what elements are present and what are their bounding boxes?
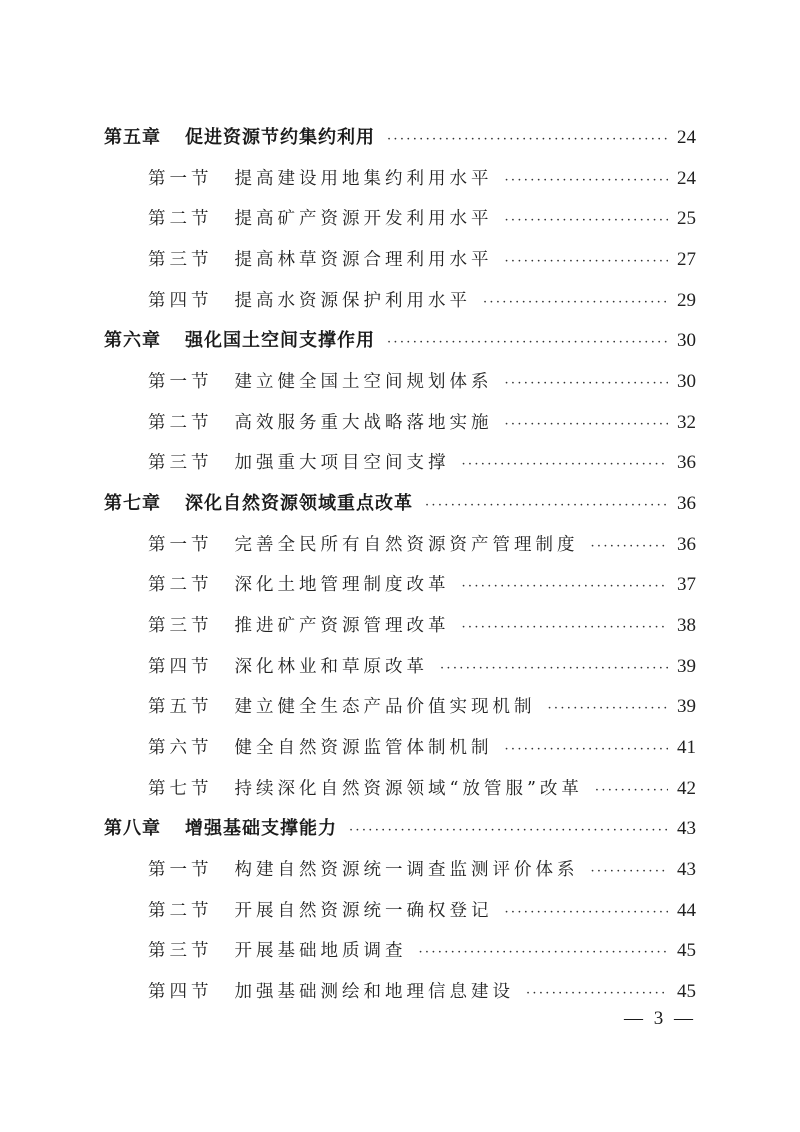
toc-section[interactable] <box>148 728 696 768</box>
chapter-number: 第七章 <box>104 493 161 514</box>
toc-section[interactable] <box>148 647 696 687</box>
toc-section[interactable] <box>148 687 696 727</box>
toc-section[interactable] <box>148 240 696 280</box>
page-number: 37 <box>677 574 696 595</box>
dot-leader <box>505 364 669 404</box>
page-number: 32 <box>677 412 696 433</box>
section-title: 建立健全生态产品价值实现机制 <box>234 697 536 717</box>
dot-leader <box>595 771 668 811</box>
section-number: 第二节 <box>148 901 213 921</box>
dot-leader <box>425 486 668 526</box>
section-number: 第六节 <box>148 738 213 758</box>
toc-section[interactable] <box>148 403 696 443</box>
toc-section[interactable] <box>148 972 696 1012</box>
page-number: 44 <box>677 900 696 921</box>
page-number: 42 <box>677 778 696 799</box>
section-title: 加强重大项目空间支撑 <box>234 453 450 473</box>
section-title: 建立健全国土空间规划体系 <box>234 372 493 392</box>
section-number: 第三节 <box>148 250 213 270</box>
dot-leader <box>505 201 669 241</box>
section-number: 第二节 <box>148 413 213 433</box>
page-number: 43 <box>677 818 696 839</box>
toc-chapter-7[interactable] <box>104 484 696 524</box>
section-title: 提高矿产资源开发利用水平 <box>234 209 493 229</box>
toc-chapter-6[interactable] <box>104 321 696 361</box>
section-number: 第五节 <box>148 697 213 717</box>
chapter-title: 深化自然资源领域重点改革 <box>185 493 413 514</box>
dot-leader <box>462 567 669 607</box>
section-title: 推进矿产资源管理改革 <box>234 616 450 636</box>
section-number: 第三节 <box>148 941 213 961</box>
section-title: 加强基础测绘和地理信息建设 <box>234 982 514 1002</box>
section-number: 第三节 <box>148 616 213 636</box>
toc-chapter-5[interactable] <box>104 118 696 158</box>
toc-section[interactable] <box>148 769 696 809</box>
section-title: 健全自然资源监管体制机制 <box>234 738 493 758</box>
toc-section[interactable] <box>148 199 696 239</box>
page-footer-number: — 3 — <box>624 1008 696 1029</box>
chapter-number: 第六章 <box>104 330 161 351</box>
page-number: 43 <box>677 859 696 880</box>
page-number: 27 <box>677 249 696 270</box>
page-number: 36 <box>677 493 696 514</box>
toc-section[interactable] <box>148 565 696 605</box>
page-number: 41 <box>677 737 696 758</box>
section-title: 高效服务重大战略落地实施 <box>234 413 493 433</box>
page-number: 36 <box>677 452 696 473</box>
dot-leader <box>462 445 669 485</box>
chapter-title: 增强基础支撑能力 <box>185 818 337 839</box>
toc-section[interactable] <box>148 443 696 483</box>
page-number: 39 <box>677 696 696 717</box>
toc-section[interactable] <box>148 159 696 199</box>
page-number: 30 <box>677 330 696 351</box>
page-number: 29 <box>677 290 696 311</box>
page-number: 39 <box>677 656 696 677</box>
dot-leader <box>505 161 669 201</box>
dot-leader <box>419 933 669 973</box>
toc-section[interactable] <box>148 891 696 931</box>
section-title: 构建自然资源统一调查监测评价体系 <box>234 860 579 880</box>
dot-leader <box>591 527 669 567</box>
section-number: 第一节 <box>148 860 213 880</box>
chapter-title: 促进资源节约集约利用 <box>185 127 375 148</box>
dot-leader <box>387 120 668 160</box>
section-title: 开展基础地质调查 <box>234 941 407 961</box>
page-number: 45 <box>677 940 696 961</box>
page-number: 25 <box>677 208 696 229</box>
dot-leader <box>349 811 668 851</box>
dot-leader <box>440 649 668 689</box>
section-title: 完善全民所有自然资源资产管理制度 <box>234 535 579 555</box>
section-number: 第二节 <box>148 575 213 595</box>
toc-section[interactable] <box>148 281 696 321</box>
dot-leader <box>591 852 669 892</box>
page-number: 45 <box>677 981 696 1002</box>
section-number: 第三节 <box>148 453 213 473</box>
section-number: 第一节 <box>148 535 213 555</box>
section-number: 第四节 <box>148 982 213 1002</box>
section-number: 第二节 <box>148 209 213 229</box>
section-title: 提高水资源保护利用水平 <box>234 291 471 311</box>
dot-leader <box>462 608 669 648</box>
section-title: 提高林草资源合理利用水平 <box>234 250 493 270</box>
toc-section[interactable] <box>148 362 696 402</box>
toc-section[interactable] <box>148 931 696 971</box>
dot-leader <box>505 893 669 933</box>
section-title: 持续深化自然资源领域“放管服”改革 <box>234 779 583 799</box>
page-number: 36 <box>677 534 696 555</box>
section-title: 开展自然资源统一确权登记 <box>234 901 493 921</box>
dot-leader <box>548 689 669 729</box>
page-number: 24 <box>677 168 696 189</box>
toc-section[interactable] <box>148 850 696 890</box>
toc-chapter-8[interactable] <box>104 809 696 849</box>
toc-section[interactable] <box>148 606 696 646</box>
section-number: 第七节 <box>148 779 213 799</box>
chapter-number: 第五章 <box>104 127 161 148</box>
dot-leader <box>505 242 669 282</box>
section-number: 第四节 <box>148 657 213 677</box>
dot-leader <box>505 405 669 445</box>
dot-leader <box>387 323 668 363</box>
toc-section[interactable] <box>148 525 696 565</box>
page-number: 30 <box>677 371 696 392</box>
section-title: 深化林业和草原改革 <box>234 657 428 677</box>
dot-leader <box>483 283 668 323</box>
section-title: 提高建设用地集约利用水平 <box>234 169 493 189</box>
section-number: 第一节 <box>148 372 213 392</box>
dot-leader <box>505 730 669 770</box>
section-number: 第四节 <box>148 291 213 311</box>
page-number: 38 <box>677 615 696 636</box>
page-number: 24 <box>677 127 696 148</box>
chapter-title: 强化国土空间支撑作用 <box>185 330 375 351</box>
section-title: 深化土地管理制度改革 <box>234 575 450 595</box>
section-number: 第一节 <box>148 169 213 189</box>
chapter-number: 第八章 <box>104 818 161 839</box>
